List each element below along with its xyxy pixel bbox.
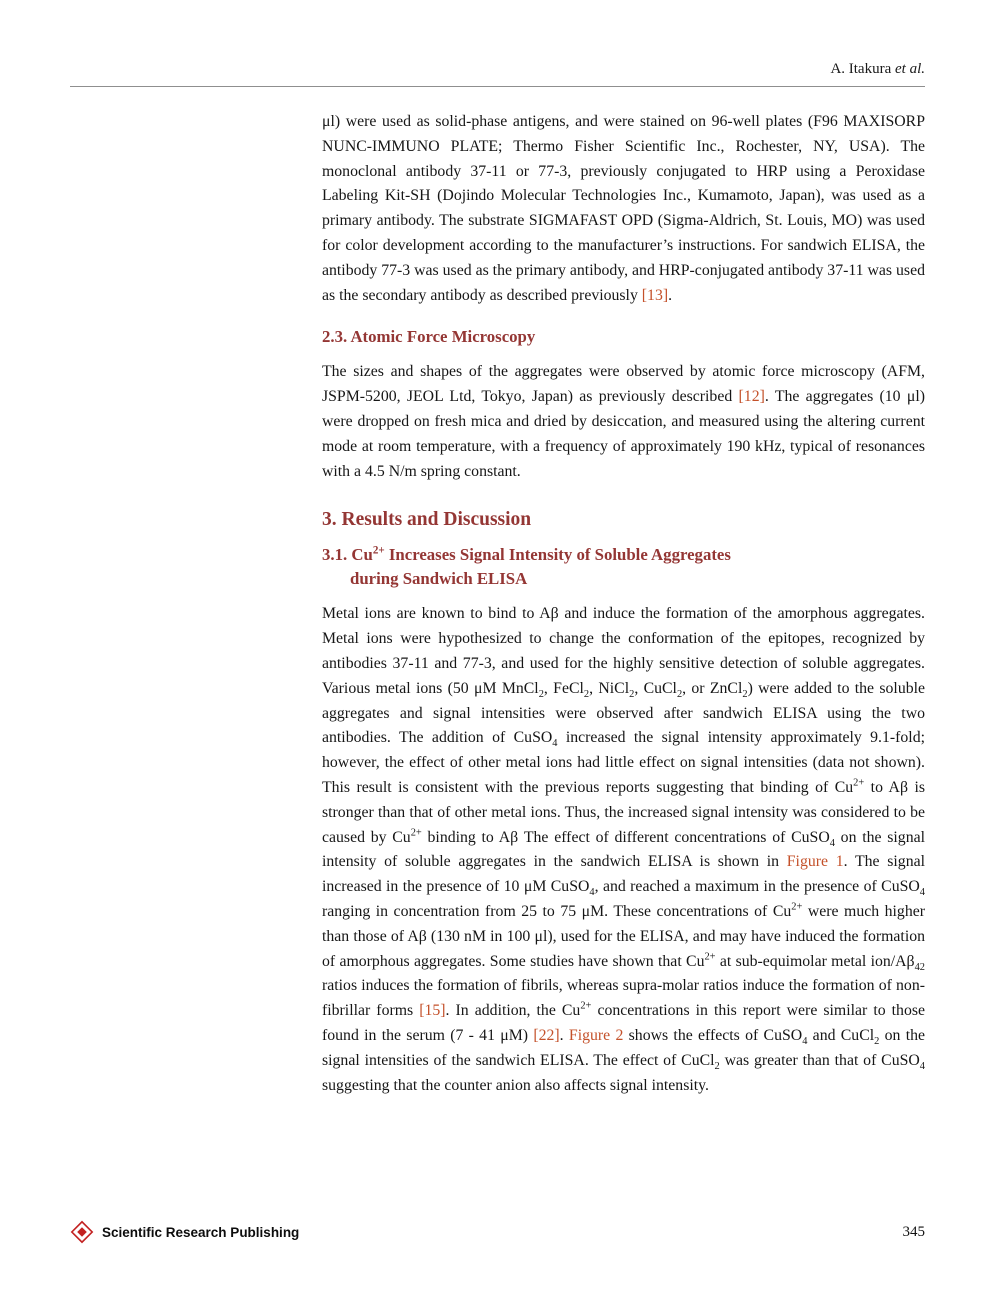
paragraph-results: Metal ions are known to bind to Aβ and induce the formation of the amorphous aggregates. Metal ions were hypothesized to change the conformation of the epitopes, recognized by antibodies 37-11 and 77-3, and used for the highly sensitive detection of soluble aggregates. Various metal ions (50 μM MnCl$_2$, FeCl$_2$, NiCl$_2$, CuCl$_2$, or ZnCl$_2$) were added to the soluble aggregates and signal intensities were observed after sandwich ELISA using the two antibodies. The addition of CuSO$_4$ increased the signal intensity approximately 9.1-fold; however, the effect of other metal ions had little effect on signal intensities (data not shown). This result is consistent with the previous reports suggesting that binding of $Cu^{2+}$ to Aβ is stronger than that of other metal ions. Thus, the increased signal intensity was considered to be caused by $Cu^{2+}$ binding to Aβ The effect of different concentrations of CuSO$_4$ on the signal intensity of soluble aggregates in the sandwich ELISA is shown in Figure 1. The signal increased in the presence of 10 μM CuSO$_4$, and reached a maximum in the presence of CuSO$_4$ ranging in concentration from 25 to 75 μM. These concentrations of $Cu^{2+}$ were much higher than those of Aβ (130 nM in 100 μl), used for the ELISA, and may have induced the formation of amorphous aggregates. Some studies have shown that $Cu^{2+}$ at sub-equimolar metal ion/$A\beta_{42}$ ratios induces the formation of fibrils, whereas supra-molar ratios induce the formation of non-fibrillar forms [15]. In addition, the $Cu^{2+}$ concentrations in this report were similar to those found in the serum (7 - 41 μM) [22]. Figure 2 shows the effects of CuSO$_4$ and CuCl$_2$ on the signal intensities of the sandwich ELISA. The effect of CuCl$_2$ was greater than that of CuSO$_4$ suggesting that the counter anion also affects signal intensity. <box>322 605 926 1094</box>
publisher-name: Scientific Research Publishing <box>102 1224 300 1240</box>
section-heading-afm: 2.3. Atomic Force Microscopy <box>322 327 536 347</box>
page-header <box>70 0 925 87</box>
running-head <box>70 60 925 78</box>
section-heading-cu-signal <box>322 543 925 591</box>
section-heading-results: 3. Results and Discussion <box>322 509 532 531</box>
page-number: 345 <box>902 1223 925 1240</box>
section-heading-cu-line2: during Sandwich ELISA <box>350 569 528 589</box>
reference-link[interactable]: [22] <box>533 1026 560 1044</box>
running-head-etal: et al. <box>895 61 925 77</box>
paragraph-afm: The sizes and shapes of the aggregates were observed by atomic force microscopy (AFM, JSPM-5200, JEOL Ltd, Tokyo, Japan) as previously described [12]. The aggregates (10 μl) were dropped on fresh mica and dried by desiccation, and measured using the altering current mode at room temperature, with a frequency of approximately 190 kHz, typical of resonances with a 4.5 N/m spring constant. <box>322 363 925 480</box>
reference-link[interactable]: [12] <box>738 388 765 406</box>
section-heading-cu-line1: 3.1. $Cu^{2+}$ Increases Signal Intensity of Soluble Aggregates <box>322 544 731 565</box>
paragraph-elisa-methods: μl) were used as solid-phase antigens, and were stained on 96-well plates (F96 MAXISORP NUNC-IMMUNO PLATE; Thermo Fisher Scientific Inc., Rochester, NY, USA). The monoclonal antibody 37-11 or 77-3, previously conjugated to HRP using a Peroxidase Labeling Kit-SH (Dojindo Molecular Technologies Inc., Kumamoto, Japan), was used as a primary antibody. The substrate SIGMAFAST OPD (Sigma-Aldrich, St. Louis, MO) was used for color development according to the manufacturer’s instructions. For sandwich ELISA, the antibody 77-3 was used as the primary antibody, and HRP-conjugated antibody 37-11 was used as the secondary antibody as described previously [13]. <box>322 113 925 304</box>
running-head-author: A. Itakura <box>830 61 895 77</box>
publisher-block <box>70 1220 299 1244</box>
reference-link[interactable]: Figure 2 <box>568 1026 624 1044</box>
publisher-logo-icon <box>70 1220 94 1244</box>
reference-link[interactable]: Figure 1 <box>786 853 844 871</box>
header-rule <box>70 86 925 87</box>
page-body <box>322 110 925 1098</box>
reference-link[interactable]: [13] <box>641 286 669 304</box>
reference-link[interactable]: [15] <box>419 1002 446 1020</box>
page-footer <box>70 1217 925 1247</box>
